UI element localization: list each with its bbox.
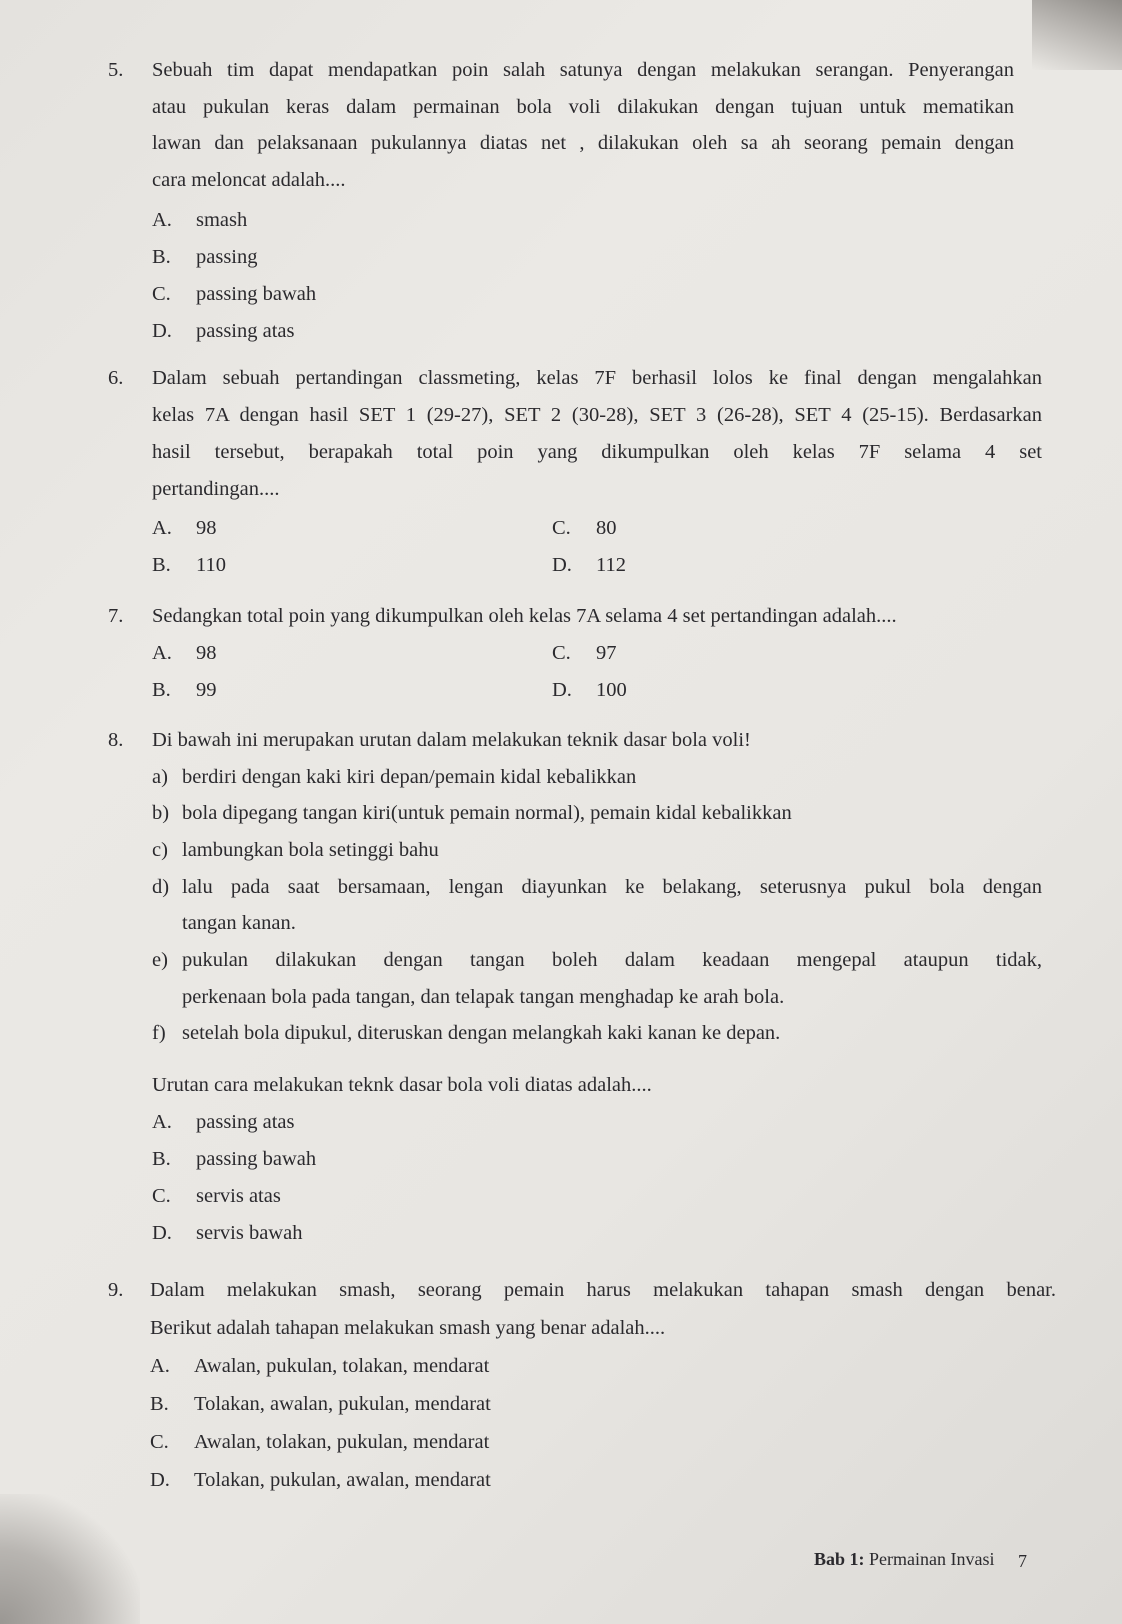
option-letter: B. [152, 1148, 171, 1170]
step-text: pukulan dilakukan dengan tangan boleh dalam keadaan mengepal ataupun tidak, [182, 949, 1042, 971]
option-a[interactable] [152, 643, 217, 664]
question-text-line: atau pukulan keras dalam permainan bola voli dilakukan dengan tujuan untuk mematikan [152, 96, 1014, 118]
step-letter: b) [152, 802, 170, 824]
option-letter: D. [552, 554, 572, 576]
option-c[interactable] [152, 1186, 281, 1207]
page-shadow-top-right [1032, 0, 1122, 70]
step-e [152, 950, 1042, 971]
question-text-line: lawan dan pelaksanaan pukulannya diatas net , dilakukan oleh sa ah seorang pemain dengan [152, 132, 1014, 154]
question-text-line: pertandingan.... [152, 478, 280, 500]
option-d[interactable] [152, 1223, 302, 1244]
option-letter: C. [152, 1185, 171, 1207]
option-a[interactable] [150, 1356, 489, 1377]
option-text: passing [196, 246, 258, 268]
step-text: setelah bola dipukul, diteruskan dengan melangkah kaki kanan ke depan. [182, 1022, 781, 1044]
step-d [152, 877, 1042, 898]
step-text: bola dipegang tangan kiri(untuk pemain normal), pemain kidal kebalikkan [182, 802, 792, 824]
option-text: 97 [596, 642, 617, 664]
option-text: 99 [196, 679, 217, 701]
option-a[interactable] [152, 210, 247, 231]
step-b [152, 803, 792, 824]
option-b[interactable] [150, 1394, 491, 1415]
chapter-title: Permainan Invasi [869, 1549, 995, 1569]
question-number: 6. [108, 367, 124, 389]
option-b[interactable] [152, 1149, 316, 1170]
question-number: 5. [108, 59, 124, 81]
option-text: servis atas [196, 1185, 281, 1207]
question-text-line: Sebuah tim dapat mendapatkan poin salah satunya dengan melakukan serangan. Penyerangan [152, 59, 1014, 81]
question-text-line: Berikut adalah tahapan melakukan smash yang benar adalah.... [150, 1317, 666, 1339]
option-letter: C. [552, 517, 571, 539]
question-number: 7. [108, 605, 124, 627]
option-text: 112 [596, 554, 626, 576]
step-letter: a) [152, 766, 168, 788]
option-letter: C. [552, 642, 571, 664]
option-text: passing atas [196, 320, 295, 342]
option-c[interactable] [150, 1432, 489, 1453]
option-text: 98 [196, 517, 217, 539]
question-prompt: Urutan cara melakukan teknk dasar bola voli diatas adalah.... [152, 1074, 652, 1096]
option-c[interactable] [552, 643, 617, 664]
option-letter: B. [152, 679, 171, 701]
option-b[interactable] [152, 680, 217, 701]
option-letter: B. [152, 554, 171, 576]
option-text: Tolakan, awalan, pukulan, mendarat [194, 1393, 491, 1415]
step-letter: e) [152, 949, 168, 971]
option-text: Awalan, pukulan, tolakan, mendarat [194, 1355, 490, 1377]
option-text: passing bawah [196, 283, 317, 305]
option-letter: B. [150, 1393, 169, 1415]
option-letter: C. [150, 1431, 169, 1453]
step-letter: f) [152, 1022, 166, 1044]
option-letter: D. [152, 1222, 172, 1244]
option-letter: A. [152, 209, 172, 231]
page-number: 7 [1018, 1551, 1027, 1571]
option-letter: C. [152, 283, 171, 305]
step-text: lambungkan bola setinggi bahu [182, 839, 439, 861]
option-text: Awalan, tolakan, pukulan, mendarat [194, 1431, 490, 1453]
option-a[interactable] [152, 518, 217, 539]
step-f [152, 1023, 780, 1044]
step-letter: d) [152, 876, 170, 898]
chapter-label: Bab 1: [814, 1549, 865, 1569]
option-text: 100 [596, 679, 627, 701]
question-number: 8. [108, 729, 124, 751]
option-text: passing atas [196, 1111, 295, 1133]
option-d[interactable] [552, 555, 626, 576]
question-text-line: Sedangkan total poin yang dikumpulkan oleh kelas 7A selama 4 set pertandingan adalah.... [152, 605, 897, 627]
step-text: lalu pada saat bersamaan, lengan diayunkan ke belakang, seterusnya pukul bola dengan [182, 876, 1042, 898]
option-letter: A. [152, 642, 172, 664]
page-footer [814, 1550, 994, 1568]
question-text-line: Dalam sebuah pertandingan classmeting, kelas 7F berhasil lolos ke final dengan mengalahkan [152, 367, 1042, 389]
option-text: passing bawah [196, 1148, 317, 1170]
option-text: smash [196, 209, 248, 231]
option-c[interactable] [152, 284, 316, 305]
option-d[interactable] [552, 680, 627, 701]
option-letter: A. [150, 1355, 170, 1377]
option-letter: D. [152, 320, 172, 342]
option-a[interactable] [152, 1112, 295, 1133]
step-a [152, 767, 636, 788]
question-text-line: hasil tersebut, berapakah total poin yang dikumpulkan oleh kelas 7F selama 4 set [152, 441, 1042, 463]
question-text-line: Dalam melakukan smash, seorang pemain harus melakukan tahapan smash dengan benar. [150, 1279, 1056, 1301]
option-text: 80 [596, 517, 617, 539]
step-letter: c) [152, 839, 168, 861]
page-shadow-bottom-left [0, 1494, 140, 1624]
option-b[interactable] [152, 555, 226, 576]
option-text: Tolakan, pukulan, awalan, mendarat [194, 1469, 491, 1491]
option-letter: D. [150, 1469, 170, 1491]
step-text-cont: tangan kanan. [182, 912, 296, 934]
option-b[interactable] [152, 247, 258, 268]
option-letter: B. [152, 246, 171, 268]
option-d[interactable] [150, 1470, 491, 1491]
option-text: 110 [196, 554, 226, 576]
question-text-line: kelas 7A dengan hasil SET 1 (29-27), SET 2 (30-28), SET 3 (26-28), SET 4 (25-15). Berdasarkan [152, 404, 1042, 426]
option-letter: D. [552, 679, 572, 701]
option-letter: A. [152, 517, 172, 539]
option-text: servis bawah [196, 1222, 303, 1244]
step-text-cont: perkenaan bola pada tangan, dan telapak tangan menghadap ke arah bola. [182, 986, 785, 1008]
option-d[interactable] [152, 321, 295, 342]
question-number: 9. [108, 1279, 124, 1301]
option-c[interactable] [552, 518, 617, 539]
option-letter: A. [152, 1111, 172, 1133]
question-text-line: cara meloncat adalah.... [152, 169, 346, 191]
step-c [152, 840, 439, 861]
step-text: berdiri dengan kaki kiri depan/pemain kidal kebalikkan [182, 766, 637, 788]
question-text-line: Di bawah ini merupakan urutan dalam melakukan teknik dasar bola voli! [152, 729, 751, 751]
option-text: 98 [196, 642, 217, 664]
